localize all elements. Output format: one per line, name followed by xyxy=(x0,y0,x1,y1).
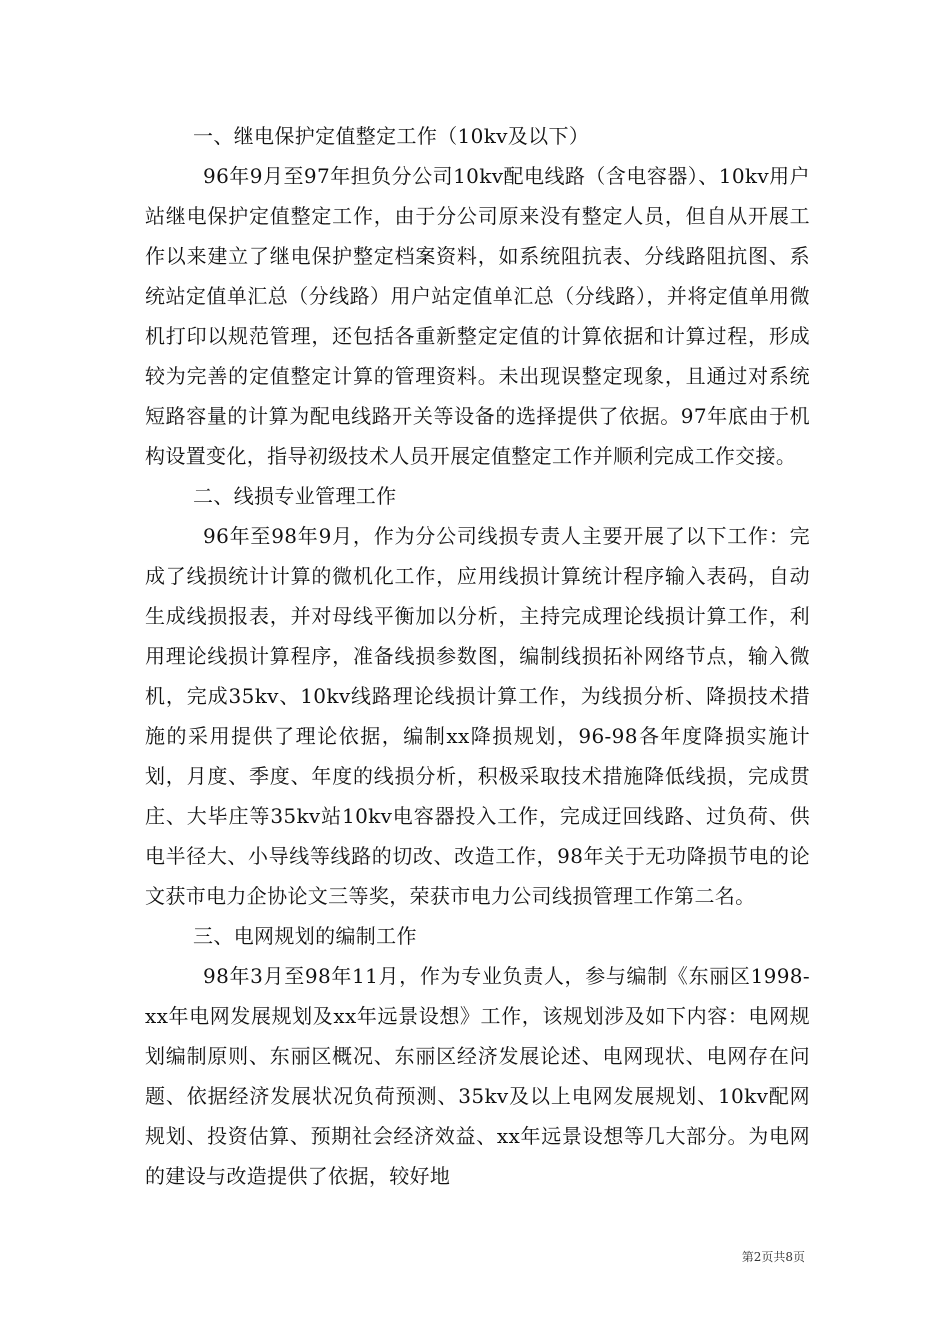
section-paragraph-3: 98年3月至98年11月，作为专业负责人，参与编制《东丽区1998-xx年电网发展规划及xx年远景设想》工作，该规划涉及如下内容：电网规划编制原则、东丽区概况、东丽区经济发展论述、电网现状、电网存在问题、依据经济发展状况负荷预测、35kv及以上电网发展规划、10kv配网规划、投资估算、预期社会经济效益、xx年远景设想等几大部分。为电网的建设与改造提供了依据，较好地 xyxy=(145,964,810,1188)
section-paragraph-2: 96年至98年9月，作为分公司线损专责人主要开展了以下工作：完成了线损统计计算的微机化工作，应用线损计算统计程序输入表码，自动生成线损报表，并对母线平衡加以分析，主持完成理论线损计算工作，利用理论线损计算程序，准备线损参数图，编制线损拓补网络节点，输入微机，完成35kv、10kv线路理论线损计算工作，为线损分析、降损技术措施的采用提供了理论依据，编制xx降损规划，96-98各年度降损实施计划，月度、季度、年度的线损分析，积极采取技术措施降低线损，完成贯庄、大毕庄等35kv站10kv电容器投入工作，完成迂回线路、过负荷、供电半径大、小导线等线路的切改、改造工作，98年关于无功降损节电的论文获市电力企协论文三等奖，荣获市电力公司线损管理工作第二名。 xyxy=(145,524,810,908)
document-body xyxy=(145,116,810,1196)
section-paragraph-1: 96年9月至97年担负分公司10kv配电线路（含电容器）、10kv用户站继电保护定值整定工作，由于分公司原来没有整定人员，但自从开展工作以来建立了继电保护整定档案资料，如系统阻抗表、分线路阻抗图、系统站定值单汇总（分线路）用户站定值单汇总（分线路），并将定值单用微机打印以规范管理，还包括各重新整定定值的计算依据和计算过程，形成较为完善的定值整定计算的管理资料。未出现误整定现象，且通过对系统短路容量的计算为配电线路开关等设备的选择提供了依据。97年底由于机构设置变化，指导初级技术人员开展定值整定工作并顺利完成工作交接。 xyxy=(145,164,810,468)
section-heading-3: 三、电网规划的编制工作 xyxy=(193,924,417,948)
page-number-footer: 第2页共8页 xyxy=(741,1250,805,1264)
section-heading-1: 一、继电保护定值整定工作（10kv及以下） xyxy=(193,124,590,148)
section-heading-2: 二、线损专业管理工作 xyxy=(193,484,397,508)
